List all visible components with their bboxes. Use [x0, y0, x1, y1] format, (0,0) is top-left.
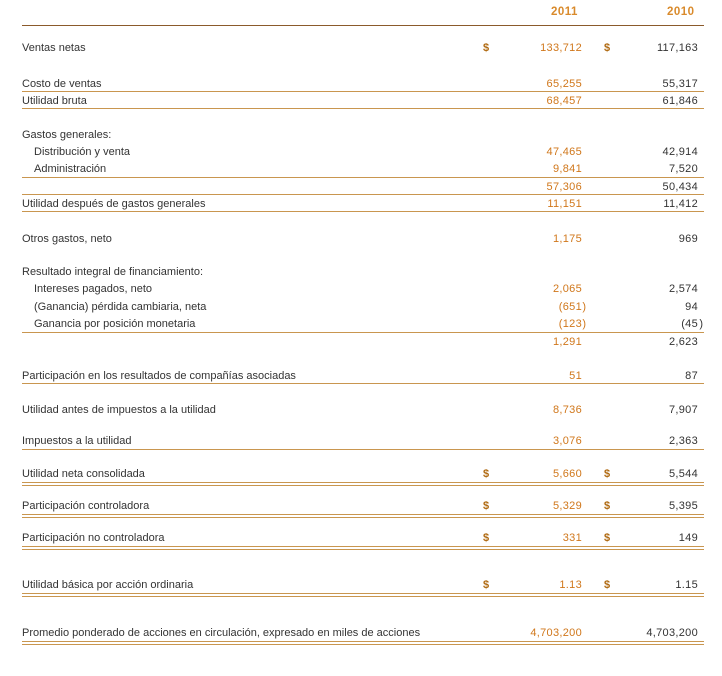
value-2010: 969: [678, 233, 698, 245]
row-utilidad-bruta: [0, 94, 722, 108]
currency-sign: $: [483, 500, 490, 512]
row-label: Otros gastos, neto: [22, 233, 112, 245]
value-2011: (651: [558, 301, 582, 313]
value-2011: 51: [569, 370, 582, 382]
value-2010: 2,574: [668, 283, 698, 295]
row-rule: [22, 177, 704, 178]
row-label: Utilidad después de gastos generales: [22, 198, 206, 210]
value-2010: 5,395: [668, 500, 698, 512]
row-rule: [22, 194, 704, 195]
value-2011: 1,291: [552, 336, 582, 348]
currency-sign: $: [604, 500, 611, 512]
value-2011: 47,465: [546, 146, 582, 158]
row-impuestos: [0, 434, 722, 448]
value-2011: 133,712: [540, 42, 582, 54]
currency-sign: $: [483, 468, 490, 480]
row-posicion-monetaria: [0, 317, 722, 331]
row-rule: [22, 546, 704, 547]
row-promedio: [0, 626, 722, 640]
row-label: Promedio ponderado de acciones en circulación, expresado en miles de acciones: [22, 627, 421, 639]
row-rule: [22, 641, 704, 642]
row-rule: [22, 108, 704, 109]
value-2011: 1,175: [552, 233, 582, 245]
row-subtotal-gastos: [0, 180, 722, 194]
close-paren: ): [582, 318, 586, 330]
row-label: Participación en los resultados de compañías asociadas: [22, 370, 296, 382]
row-label: Participación controladora: [22, 500, 150, 512]
value-2011: 9,841: [552, 163, 582, 175]
row-rule: [22, 211, 704, 212]
row-label: Ganancia por posición monetaria: [34, 318, 196, 330]
row-label: Costo de ventas: [22, 78, 102, 90]
currency-sign: $: [604, 42, 611, 54]
currency-sign: $: [483, 532, 490, 544]
value-2011: 5,329: [552, 500, 582, 512]
row-rule: [22, 91, 704, 92]
row-rule: [22, 485, 704, 486]
row-intereses: [0, 282, 722, 296]
section-label: Gastos generales:: [22, 129, 112, 141]
row-administracion: [0, 162, 722, 176]
value-2010: 7,520: [668, 163, 698, 175]
row-utilidad-neta: [0, 467, 722, 481]
row-rule: [22, 596, 704, 597]
row-label: Administración: [34, 163, 107, 175]
row-rule: [22, 517, 704, 518]
value-2011: 11,151: [547, 198, 582, 210]
value-2010: 117,163: [656, 42, 698, 54]
value-2010: 5,544: [668, 468, 698, 480]
row-rule: [22, 644, 704, 645]
currency-sign: $: [604, 468, 611, 480]
row-utilidad-basica: [0, 578, 722, 592]
value-2010: 11,412: [663, 198, 698, 210]
value-2010: 94: [685, 301, 698, 313]
row-otros-gastos: [0, 232, 722, 246]
row-label: Utilidad básica por acción ordinaria: [22, 579, 194, 591]
row-label: Utilidad neta consolidada: [22, 468, 145, 480]
row-costo-ventas: [0, 77, 722, 91]
row-subtotal-financ: [0, 335, 722, 349]
row-participacion-asociadas: [0, 369, 722, 383]
currency-sign: $: [604, 579, 611, 591]
value-2010: 149: [678, 532, 698, 544]
value-2011: 4,703,200: [530, 627, 582, 639]
value-2010: 61,846: [662, 95, 698, 107]
value-2010: 50,434: [662, 181, 698, 193]
row-label: Utilidad antes de impuestos a la utilidad: [22, 404, 216, 416]
row-distribucion: [0, 145, 722, 159]
value-2011: 5,660: [552, 468, 582, 480]
value-2011: 65,255: [546, 78, 582, 90]
value-2010: 1.15: [675, 579, 698, 591]
currency-sign: $: [483, 579, 490, 591]
value-2010: 55,317: [662, 78, 698, 90]
header-rule: [22, 25, 704, 26]
value-2011: 331: [562, 532, 582, 544]
section-label: Resultado integral de financiamiento:: [22, 266, 204, 278]
row-label: Intereses pagados, neto: [34, 283, 153, 295]
value-2010: 4,703,200: [646, 627, 698, 639]
value-2011: 8,736: [552, 404, 582, 416]
row-utilidad-antes: [0, 403, 722, 417]
row-label: Impuestos a la utilidad: [22, 435, 132, 447]
row-label: (Ganancia) pérdida cambiaria, neta: [34, 301, 207, 313]
row-rule: [22, 332, 704, 333]
row-resultado-integral: [0, 265, 722, 279]
value-2011: 3,076: [552, 435, 582, 447]
row-controladora: [0, 499, 722, 513]
value-2010: (45: [681, 318, 698, 330]
row-label: Utilidad bruta: [22, 95, 87, 107]
row-label: Ventas netas: [22, 42, 86, 54]
value-2010: 2,623: [668, 336, 698, 348]
value-2010: 2,363: [668, 435, 698, 447]
row-rule: [22, 383, 704, 384]
row-rule: [22, 514, 704, 515]
value-2010: 7,907: [668, 404, 698, 416]
value-2011: 2,065: [552, 283, 582, 295]
column-header-2010: 2010: [667, 6, 695, 18]
close-paren: ): [699, 318, 703, 330]
row-rule: [22, 482, 704, 483]
value-2011: (123: [558, 318, 582, 330]
row-ganancia-cambiaria: [0, 300, 722, 314]
value-2011: 1.13: [559, 579, 582, 591]
row-rule: [22, 593, 704, 594]
row-label: Distribución y venta: [34, 146, 130, 158]
column-header-2011: 2011: [551, 6, 578, 18]
row-rule: [22, 549, 704, 550]
value-2010: 42,914: [662, 146, 698, 158]
close-paren: ): [582, 301, 586, 313]
row-utilidad-despues: [0, 197, 722, 211]
value-2011: 57,306: [546, 181, 582, 193]
currency-sign: $: [483, 42, 490, 54]
row-ventas-netas: [0, 41, 722, 55]
value-2011: 68,457: [546, 95, 582, 107]
currency-sign: $: [604, 532, 611, 544]
row-gastos-generales: [0, 128, 722, 142]
value-2010: 87: [685, 370, 698, 382]
row-label: Participación no controladora: [22, 532, 165, 544]
row-rule: [22, 449, 704, 450]
row-no-controladora: [0, 531, 722, 545]
